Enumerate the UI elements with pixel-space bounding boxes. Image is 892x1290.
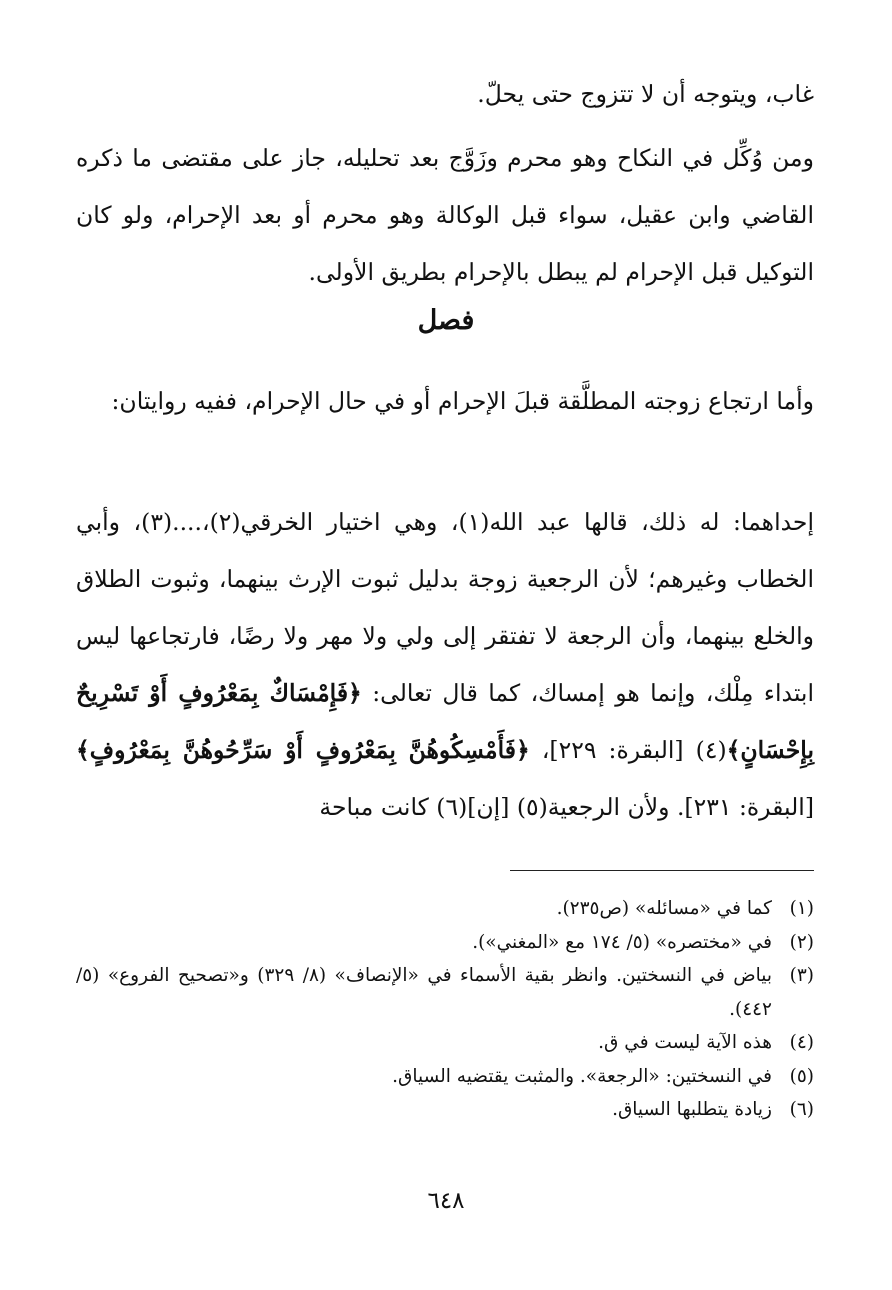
paragraph-continuation: غاب، ويتوجه أن لا تتزوج حتى يحلّ. [477,80,814,108]
footnote-item [76,1093,814,1127]
footnote-text: في «مختصره» (٥/ ١٧٤ مع «المغني»). [472,931,772,953]
footnote-item [76,959,814,1026]
footnote-number: (٥) [789,1065,814,1087]
narration-continuation: [البقرة: ٢٣١]. ولأن الرجعية(٥) [إن](٦) كانت مباحة [319,793,814,821]
quran-verse-1: ﴿فَإِمْسَاكٌ بِمَعْرُوفٍ أَوْ تَسْرِيحٌ بِإِحْسَانٍ﴾ [76,679,814,764]
footnote-number: (٤) [789,1032,814,1053]
section-heading: فصل [417,305,475,336]
verse-reference-1: (٤) [البقرة: ٢٢٩]، [529,736,727,764]
paragraph-return-of-wife: وأما ارتجاع زوجته المطلَّقة قبلَ الإحرام أو في حال الإحرام، ففيه روايتان: [111,387,814,415]
narration-text: إحداهما: له ذلك، قالها عبد الله(١)، وهي اختيار الخرقي(٢)،....(٣)، وأبي الخطاب وغيرهم؛ لأن الرجعية زوجة بدليل ثبوت الإرث بينهما، وثبوت الطلاق والخلع بينهما، وأن الرجعة لا تفتقر إلى ولي ولا مهر ولا رضًا، فارتجاعها ليس ابتداء مِلْك، وإنما هو إمساك، كما قال تعالى: [76,508,814,707]
footnote-text: كما في «مسائله» (ص٢٣٥). [556,898,772,919]
footnote-text: بياض في النسختين. وانظر بقية الأسماء في «الإنصاف» (٨/ ٣٢٩) و«تصحيح الفروع» (٥/ ٤٤٢). [76,965,772,1020]
page-number: ٦٤٨ [427,1188,465,1214]
footnote-number: (٢) [789,931,814,953]
footnote-item [76,1060,814,1094]
footnote-item [76,892,814,926]
paragraph-first-narration [76,494,814,836]
footnote-item [76,926,814,960]
footnotes-list [76,892,814,1127]
quran-verse-2: ﴿فَأَمْسِكُوهُنَّ بِمَعْرُوفٍ أَوْ سَرِّحُوهُنَّ بِمَعْرُوفٍ﴾ [76,736,530,764]
footnote-separator [510,870,814,871]
footnote-text: زيادة يتطلبها السياق. [612,1099,772,1120]
footnote-number: (٦) [789,1099,814,1120]
footnote-text: في النسختين: «الرجعة». والمثبت يقتضيه السياق. [392,1065,772,1087]
paragraph-proxy-marriage: ومن وُكِّل في النكاح وهو محرم وزَوَّج بعد تحليله، جاز على مقتضى ما ذكره القاضي وابن عقيل، سواء قبل الوكالة وهو محرم أو بعد الإحرام، ولو كان التوكيل قبل الإحرام لم يبطل بالإحرام بطريق الأولى. [76,144,814,286]
footnote-number: (٣) [789,965,814,986]
footnote-number: (١) [789,898,814,919]
footnote-item [76,1026,814,1060]
footnote-text: هذه الآية ليست في ق. [598,1032,772,1053]
